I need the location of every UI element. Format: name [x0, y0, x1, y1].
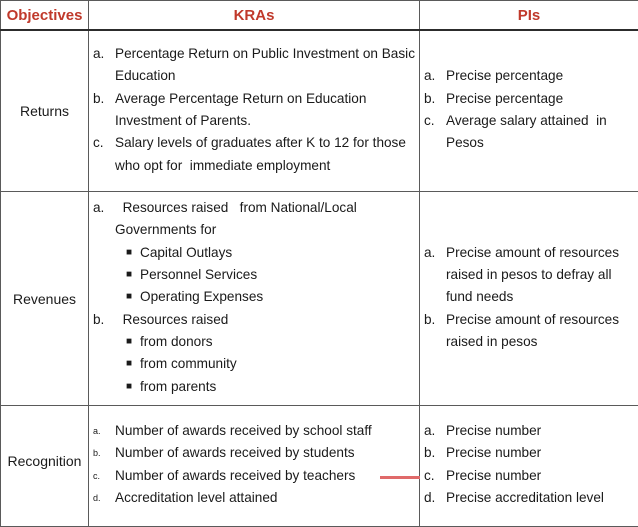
table-row [1, 192, 638, 406]
list-item-text: Precise number [446, 420, 634, 442]
list-item-label: b. [93, 309, 115, 331]
list-item [424, 88, 634, 110]
pi-cell [420, 192, 638, 406]
table-row [1, 406, 638, 527]
square-bullet-icon: ■ [126, 264, 140, 286]
list-item [93, 88, 415, 133]
list-item-text: Number of awards received by students [115, 442, 415, 464]
bullet-text: from donors [140, 331, 415, 353]
objective-recognition: Recognition [1, 406, 89, 527]
objective-revenues: Revenues [1, 192, 89, 406]
square-bullet-icon: ■ [126, 242, 140, 264]
header-objectives: Objectives [1, 1, 89, 31]
list-item-text: Precise percentage [446, 88, 634, 110]
table-row [1, 30, 638, 192]
list-item-label: a. [424, 65, 446, 87]
list-item-text: Number of awards received by school staff [115, 420, 415, 442]
list-item [424, 420, 634, 442]
kra-cell [89, 30, 420, 192]
pi-cell [420, 30, 638, 192]
list-item-label: a. [93, 43, 115, 88]
list-item-text: Resources raised from National/Local Governments for [115, 197, 415, 242]
list-item-label: c. [93, 465, 115, 487]
list-item [424, 487, 634, 509]
square-bullet-icon: ■ [126, 331, 140, 353]
pi-cell [420, 406, 638, 527]
square-bullet-icon: ■ [126, 286, 140, 308]
list-item-label: b. [424, 88, 446, 110]
bullet-item [93, 353, 415, 375]
list-item [424, 442, 634, 464]
list-item-text: Salary levels of graduates after K to 12 for those who opt for immediate employment [115, 132, 415, 177]
list-item [93, 420, 415, 442]
bullet-text: Operating Expenses [140, 286, 415, 308]
list-item-text: Average salary attained in Pesos [446, 110, 634, 155]
header-kras: KRAs [89, 1, 420, 31]
list-item-label: b. [424, 309, 446, 354]
list-item-text: Precise amount of resources raised in pesos [446, 309, 634, 354]
list-item-text: Precise amount of resources raised in pesos to defray all fund needs [446, 242, 634, 309]
list-item-label: c. [93, 132, 115, 177]
list-item-text: Number of awards received by teachers [115, 465, 415, 487]
bullet-item [93, 331, 415, 353]
bullet-text: from parents [140, 376, 415, 398]
list-item-label: d. [424, 487, 446, 509]
square-bullet-icon: ■ [126, 376, 140, 398]
bullet-item [93, 264, 415, 286]
bullet-item [93, 242, 415, 264]
list-item [93, 487, 415, 509]
square-bullet-icon: ■ [126, 353, 140, 375]
kra-cell [89, 192, 420, 406]
list-item [424, 309, 634, 354]
objective-returns: Returns [1, 30, 89, 192]
header-row [1, 1, 638, 31]
list-item-label: d. [93, 487, 115, 509]
bullet-item [93, 376, 415, 398]
bullet-text: Personnel Services [140, 264, 415, 286]
list-item [424, 110, 634, 155]
list-item-text: Precise accreditation level [446, 487, 634, 509]
list-item [93, 132, 415, 177]
bullet-item [93, 286, 415, 308]
kra-cell [89, 406, 420, 527]
list-item-label: a. [93, 420, 115, 442]
list-item [93, 309, 415, 331]
list-item-label: c. [424, 110, 446, 155]
list-item-text: Average Percentage Return on Education Investment of Parents. [115, 88, 415, 133]
list-item-label: b. [93, 442, 115, 464]
list-item [93, 442, 415, 464]
list-item [424, 465, 634, 487]
list-item-text: Resources raised [115, 309, 415, 331]
list-item-text: Precise number [446, 465, 634, 487]
header-pis: PIs [420, 1, 638, 31]
list-item [93, 465, 415, 487]
list-item-label: b. [93, 88, 115, 133]
list-item [93, 197, 415, 242]
bullet-text: from community [140, 353, 415, 375]
list-item-text: Accreditation level attained [115, 487, 415, 509]
bullet-text: Capital Outlays [140, 242, 415, 264]
list-item [424, 242, 634, 309]
list-item-label: b. [424, 442, 446, 464]
list-item-label: c. [424, 465, 446, 487]
list-item [93, 43, 415, 88]
list-item-label: a. [424, 242, 446, 309]
list-item-label: a. [93, 197, 115, 242]
list-item-label: a. [424, 420, 446, 442]
list-item-text: Percentage Return on Public Investment on Basic Education [115, 43, 415, 88]
list-item-text: Precise number [446, 442, 634, 464]
list-item [424, 65, 634, 87]
list-item-text: Precise percentage [446, 65, 634, 87]
